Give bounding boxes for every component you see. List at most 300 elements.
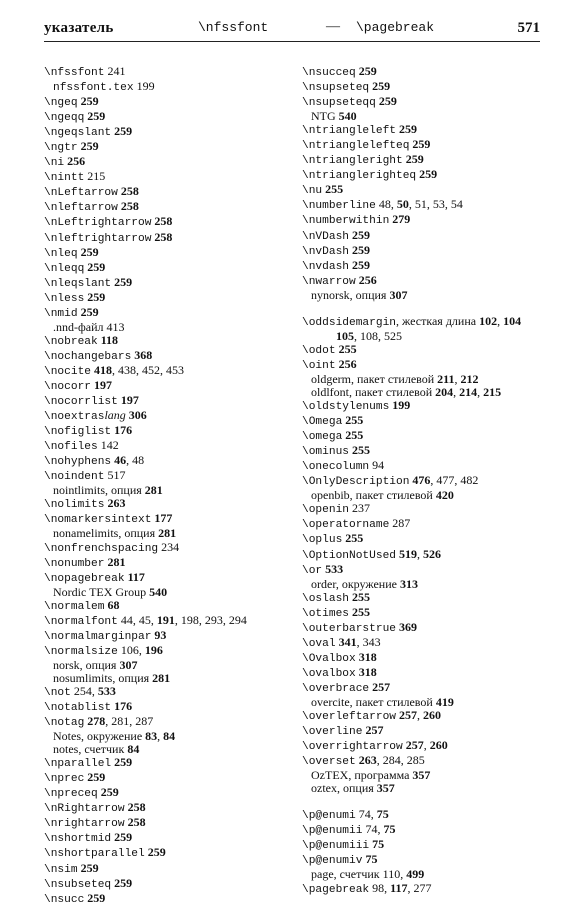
page-ref: 177 xyxy=(154,511,173,526)
index-entry xyxy=(302,606,542,621)
index-entry xyxy=(302,414,542,429)
index-term: oztex, опция xyxy=(311,781,374,796)
page-ref: 482 xyxy=(460,473,479,488)
index-entry xyxy=(44,110,294,125)
index-pages: 46, 48 xyxy=(114,453,145,468)
page-ref: 117 xyxy=(390,880,408,895)
index-command: \nofiles xyxy=(44,441,98,454)
index-command: \nleftarrow xyxy=(44,202,118,215)
page-ref: 526 xyxy=(423,546,441,561)
page-ref: 255 xyxy=(345,428,364,443)
index-group-gap xyxy=(302,795,542,808)
index-command: \nvdash xyxy=(302,260,349,273)
index-column-right xyxy=(302,65,542,897)
index-command: \nonumber xyxy=(44,557,105,570)
index-command: \nolimits xyxy=(44,499,105,512)
index-entry xyxy=(44,200,294,215)
page-ref: 258 xyxy=(154,214,173,229)
index-pages xyxy=(125,570,145,584)
index-entry xyxy=(44,170,294,185)
index-entry xyxy=(302,548,542,563)
index-command: \nu xyxy=(302,185,323,198)
page-ref: 212 xyxy=(460,371,479,386)
index-entry xyxy=(44,846,294,861)
index-command: \ngtr xyxy=(44,142,78,155)
index-entry xyxy=(44,786,294,801)
index-pages xyxy=(389,398,410,412)
page-ref: 277 xyxy=(413,880,432,895)
index-command: \numberwithin xyxy=(302,215,390,228)
page-ref: 419 xyxy=(435,694,454,709)
page-ref: 540 xyxy=(338,109,357,124)
page-ref: 438 xyxy=(118,362,136,377)
index-entry xyxy=(302,838,542,853)
page-ref: 259 xyxy=(80,244,99,259)
index-command: \nsucc xyxy=(44,893,85,906)
index-entry xyxy=(44,614,294,629)
index-pages xyxy=(151,511,172,525)
index-pages: 44, 45, 191, 198, 293, 294 xyxy=(120,612,247,627)
index-entry xyxy=(44,685,294,700)
index-pages xyxy=(322,562,343,576)
index-pages xyxy=(118,199,139,213)
index-pages xyxy=(349,243,370,257)
index-entry xyxy=(302,358,542,373)
index-pages: 278, 281, 287 xyxy=(87,714,154,729)
page-ref: 255 xyxy=(345,531,364,546)
page-ref: 54 xyxy=(450,197,463,212)
index-pages xyxy=(149,671,170,685)
index-pages xyxy=(356,273,377,287)
index-pages xyxy=(104,468,125,482)
index-command: \oval xyxy=(302,637,336,650)
page-ref: 176 xyxy=(114,699,133,714)
index-command: \nprec xyxy=(44,773,85,786)
index-pages xyxy=(111,124,132,138)
index-pages xyxy=(409,768,430,782)
index-command: \oddsidemargin xyxy=(302,316,396,329)
page-ref: 294 xyxy=(228,612,247,627)
page-ref: 75 xyxy=(365,852,378,867)
index-command: \nless xyxy=(44,292,85,305)
index-command: \nmid xyxy=(44,307,78,320)
page-ref: 74 xyxy=(358,807,371,822)
page-ref: 477 xyxy=(436,473,455,488)
page-ref: 258 xyxy=(120,184,139,199)
page-ref: 259 xyxy=(114,875,133,890)
index-command: \p@enumiv xyxy=(302,855,363,868)
index-term: nosumlimits, опция xyxy=(53,670,150,685)
index-command: \openin xyxy=(302,504,349,517)
page-ref: 259 xyxy=(372,79,391,94)
index-pages xyxy=(84,169,105,183)
page-ref: 258 xyxy=(120,199,139,214)
page-ref: 259 xyxy=(87,890,106,905)
index-term: oldgerm, пакет стилевой xyxy=(311,371,435,386)
index-pages xyxy=(104,555,125,569)
index-command: \nofiglist xyxy=(44,426,112,439)
index-pages: 98, 117, 277 xyxy=(372,880,432,895)
page-ref: 255 xyxy=(325,182,344,197)
index-entry xyxy=(302,636,542,651)
index-pages xyxy=(111,275,132,289)
index-command: \oplus xyxy=(302,534,343,547)
index-pages: 48, 50, 51, 53, 54 xyxy=(378,197,463,212)
page-ref: 285 xyxy=(406,753,425,768)
index-pages xyxy=(342,531,363,545)
index-pages: 257, 260 xyxy=(399,708,441,723)
index-pages xyxy=(356,64,377,78)
page-ref: 197 xyxy=(120,393,139,408)
index-entry xyxy=(44,155,294,170)
page-ref: 259 xyxy=(352,242,370,257)
index-pages xyxy=(78,305,99,319)
range-dash: — xyxy=(326,19,340,34)
index-entry xyxy=(44,862,294,877)
index-command: \p@enumii xyxy=(302,825,363,838)
page-ref: 142 xyxy=(100,438,119,453)
index-pages xyxy=(349,228,370,242)
index-command: \Ovalbox xyxy=(302,652,356,665)
index-pages xyxy=(84,109,105,123)
index-pages: 418, 438, 452, 453 xyxy=(94,362,184,377)
page-ref: 281 xyxy=(152,670,171,685)
index-command: \or xyxy=(302,564,323,577)
index-entry xyxy=(302,274,542,289)
index-command: \OptionNotUsed xyxy=(302,549,396,562)
index-entry xyxy=(302,386,542,399)
index-pages xyxy=(409,137,430,151)
page-ref: 255 xyxy=(352,589,370,604)
page-ref: 257 xyxy=(405,738,424,753)
page-ref: 453 xyxy=(166,362,184,377)
page-ref: 287 xyxy=(135,714,154,729)
page-ref: 263 xyxy=(107,496,126,511)
index-entry xyxy=(302,399,542,414)
page-ref: 259 xyxy=(147,845,166,860)
page-ref: 259 xyxy=(378,94,397,109)
section-title: указатель xyxy=(44,20,114,36)
index-term: OzTEX, программа xyxy=(311,768,410,783)
index-command: \OnlyDescription xyxy=(302,476,410,489)
page-ref: 254 xyxy=(73,683,92,698)
index-command: \numberline xyxy=(302,200,376,213)
page-ref: 260 xyxy=(429,738,448,753)
page-ref: 255 xyxy=(352,443,370,458)
page-ref: 84 xyxy=(163,729,176,744)
index-pages xyxy=(78,139,99,153)
page-ref: 499 xyxy=(406,867,425,882)
page-ref: 281 xyxy=(111,714,130,729)
page-ref: 259 xyxy=(352,257,370,272)
index-entry xyxy=(44,185,294,200)
index-entry xyxy=(44,409,294,424)
index-command: \nLeftrightarrow xyxy=(44,217,152,230)
page-ref: 281 xyxy=(107,554,126,569)
index-command: \nohyphens xyxy=(44,456,112,469)
index-command: \nleftrightarrow xyxy=(44,232,152,245)
page-ref: 476 xyxy=(412,473,431,488)
page-ref: 110 xyxy=(382,867,401,882)
index-pages xyxy=(118,393,139,407)
index-command: \ni xyxy=(44,157,65,170)
page-ref: 368 xyxy=(134,347,153,362)
index-pages xyxy=(155,526,176,540)
index-entry xyxy=(44,379,294,394)
page-ref: 46 xyxy=(114,453,127,468)
index-command: \overleftarrow xyxy=(302,711,396,724)
index-pages: 83, 84 xyxy=(145,729,176,744)
index-command: \nfssfont xyxy=(44,67,105,79)
index-entry xyxy=(44,484,294,497)
index-pages xyxy=(349,605,370,619)
index-entry xyxy=(302,782,542,795)
index-pages xyxy=(78,861,99,875)
index-entry xyxy=(302,739,542,754)
page-ref: 74 xyxy=(365,822,378,837)
index-entry xyxy=(44,261,294,276)
index-command: \overline xyxy=(302,726,363,739)
index-entry xyxy=(302,429,542,444)
index-entry xyxy=(302,183,542,198)
page-ref: 533 xyxy=(325,561,344,576)
index-pages xyxy=(356,650,377,664)
index-entry xyxy=(44,424,294,439)
header-rule xyxy=(44,41,540,42)
index-pages xyxy=(158,540,179,554)
index-command: \overbrace xyxy=(302,682,370,695)
index-entry xyxy=(44,95,294,110)
page-ref: 519 xyxy=(399,546,417,561)
index-command: \not xyxy=(44,686,71,699)
index-command: \ngeqq xyxy=(44,112,85,125)
index-pages xyxy=(349,443,370,457)
index-command: \nVDash xyxy=(302,230,349,243)
index-entry xyxy=(44,394,294,409)
page-ref: 215 xyxy=(87,169,106,184)
page-ref: 259 xyxy=(80,304,99,319)
index-column-left xyxy=(44,65,294,907)
index-entry xyxy=(44,644,294,659)
page-ref: 257 xyxy=(372,679,391,694)
page-ref: 234 xyxy=(161,539,180,554)
index-entry xyxy=(302,474,542,489)
running-header xyxy=(44,17,540,39)
index-entry xyxy=(44,497,294,512)
index-entry xyxy=(44,892,294,907)
page-ref: 259 xyxy=(419,167,438,182)
index-pages xyxy=(64,154,85,168)
index-command: \ovalbox xyxy=(302,667,356,680)
index-pages xyxy=(146,585,167,599)
page-ref: 102 xyxy=(479,313,498,328)
index-command: \operatorname xyxy=(302,519,390,532)
index-entry xyxy=(44,801,294,816)
page-ref: 259 xyxy=(87,289,106,304)
page-ref: 118 xyxy=(100,332,119,347)
page-ref: 318 xyxy=(358,649,377,664)
index-pages xyxy=(84,770,105,784)
index-entry xyxy=(44,556,294,571)
page-ref: 259 xyxy=(100,785,119,800)
index-command: \ngeq xyxy=(44,97,78,110)
index-entry xyxy=(302,754,542,769)
index-pages xyxy=(397,577,418,591)
page-ref: 45 xyxy=(138,612,151,627)
page-ref: 418 xyxy=(94,362,112,377)
index-entry xyxy=(44,364,294,379)
index-term: overcite, пакет стилевой xyxy=(311,694,433,709)
index-entry xyxy=(302,621,542,636)
index-pages xyxy=(111,423,132,437)
index-command: \nshortmid xyxy=(44,833,112,846)
index-entry xyxy=(302,343,542,358)
index-command: \nwarrow xyxy=(302,275,356,288)
index-pages xyxy=(116,658,137,672)
index-entry xyxy=(44,715,294,730)
page-ref: 357 xyxy=(412,768,431,783)
index-command: \nsupseteqq xyxy=(302,97,376,110)
index-entry xyxy=(44,469,294,484)
range-end: \pagebreak xyxy=(356,20,435,35)
index-entry xyxy=(302,823,542,838)
index-pages xyxy=(386,288,407,302)
index-pages xyxy=(78,245,99,259)
page-ref: 255 xyxy=(352,604,370,619)
page-ref: 199 xyxy=(392,398,411,413)
page-ref: 176 xyxy=(114,423,133,438)
page-ref: 284 xyxy=(382,753,401,768)
page-ref: 237 xyxy=(352,501,370,516)
index-command: \nsim xyxy=(44,863,78,876)
index-command: \npreceq xyxy=(44,788,98,801)
index-pages: 341, 343 xyxy=(338,634,381,649)
index-pages xyxy=(131,348,152,362)
page-ref: 83 xyxy=(145,729,158,744)
page-ref: 257 xyxy=(365,723,384,738)
index-pages xyxy=(98,333,118,347)
page-ref: 117 xyxy=(127,569,145,584)
index-term: norsk, опция xyxy=(53,657,117,672)
index-pages: 519, 526 xyxy=(399,546,441,561)
page-ref: 293 xyxy=(204,612,223,627)
page-ref: 258 xyxy=(127,800,146,815)
index-command: \Omega xyxy=(302,416,343,429)
index-entry xyxy=(44,125,294,140)
index-command: \odot xyxy=(302,344,336,357)
index-entry xyxy=(302,578,542,591)
page-ref: 204 xyxy=(435,384,454,399)
index-entry xyxy=(302,502,542,517)
index-command: \noindent xyxy=(44,471,105,484)
index-command: \onecolumn xyxy=(302,461,370,474)
index-entry xyxy=(302,259,542,274)
index-entry xyxy=(44,246,294,261)
index-entry xyxy=(44,454,294,469)
index-entry xyxy=(302,444,542,459)
index-entry xyxy=(302,123,542,138)
index-entry xyxy=(44,771,294,786)
index-entry xyxy=(44,439,294,454)
page-ref: 307 xyxy=(119,657,138,672)
index-pages xyxy=(151,628,166,642)
page-ref: 215 xyxy=(483,384,502,399)
index-entry xyxy=(44,215,294,230)
index-pages xyxy=(134,79,155,93)
page-ref: 525 xyxy=(384,328,402,343)
index-pages xyxy=(389,212,410,226)
index-entry xyxy=(302,198,542,213)
index-pages xyxy=(369,79,390,93)
index-command: \nochangebars xyxy=(44,350,132,363)
index-command: \nrightarrow xyxy=(44,818,125,831)
page-ref: 198 xyxy=(180,612,199,627)
page-ref: 108 xyxy=(360,328,378,343)
index-command: \nparallel xyxy=(44,758,112,771)
index-command: \ntriangleright xyxy=(302,155,403,168)
index-command: \normalem xyxy=(44,600,105,613)
index-command: \oldstylenums xyxy=(302,401,390,414)
index-pages xyxy=(111,876,132,890)
index-command: \nsucceq xyxy=(302,67,356,79)
index-command-arg: lang xyxy=(104,408,126,423)
page-ref: 241 xyxy=(107,64,126,78)
page-ref: 259 xyxy=(87,109,106,124)
index-entry xyxy=(302,489,542,502)
page-ref: 259 xyxy=(80,94,99,109)
index-entry xyxy=(302,651,542,666)
page-ref: 256 xyxy=(338,356,357,371)
index-pages xyxy=(142,483,163,497)
index-command: \ntrianglerighteq xyxy=(302,170,417,183)
index-pages xyxy=(125,815,146,829)
index-pages: 110, 499 xyxy=(382,867,425,882)
page-ref: 258 xyxy=(154,229,173,244)
index-entry xyxy=(302,681,542,696)
index-entry xyxy=(44,140,294,155)
index-term: , жесткая длина xyxy=(396,313,477,328)
page-ref: 413 xyxy=(106,319,125,334)
index-pages xyxy=(98,438,119,452)
index-pages xyxy=(396,122,417,136)
page-ref: 263 xyxy=(358,753,377,768)
index-entry xyxy=(44,231,294,246)
index-entry xyxy=(44,629,294,644)
index-entry xyxy=(302,724,542,739)
index-pages xyxy=(104,64,125,78)
index-term: NTG xyxy=(311,109,336,124)
page-ref: 341 xyxy=(338,634,357,649)
index-command: \p@enumiii xyxy=(302,840,370,853)
page-ref: 540 xyxy=(149,584,168,599)
index-entry xyxy=(44,334,294,349)
index-command: \omega xyxy=(302,431,343,444)
index-entry xyxy=(44,65,294,80)
index-pages xyxy=(322,182,343,196)
index-entry xyxy=(302,95,542,110)
index-command: \nLeftarrow xyxy=(44,187,118,200)
page-ref: 278 xyxy=(87,714,106,729)
page-ref: 259 xyxy=(405,152,424,167)
page-ref: 281 xyxy=(144,483,163,498)
index-term: Nordic TEX Group xyxy=(53,584,147,599)
page-ref: 255 xyxy=(338,341,357,356)
index-pages xyxy=(91,378,112,392)
index-command: \nintt xyxy=(44,172,85,185)
index-pages: 105, 108, 525 xyxy=(336,328,402,343)
index-command: \nleqq xyxy=(44,262,85,275)
index-pages xyxy=(349,258,370,272)
